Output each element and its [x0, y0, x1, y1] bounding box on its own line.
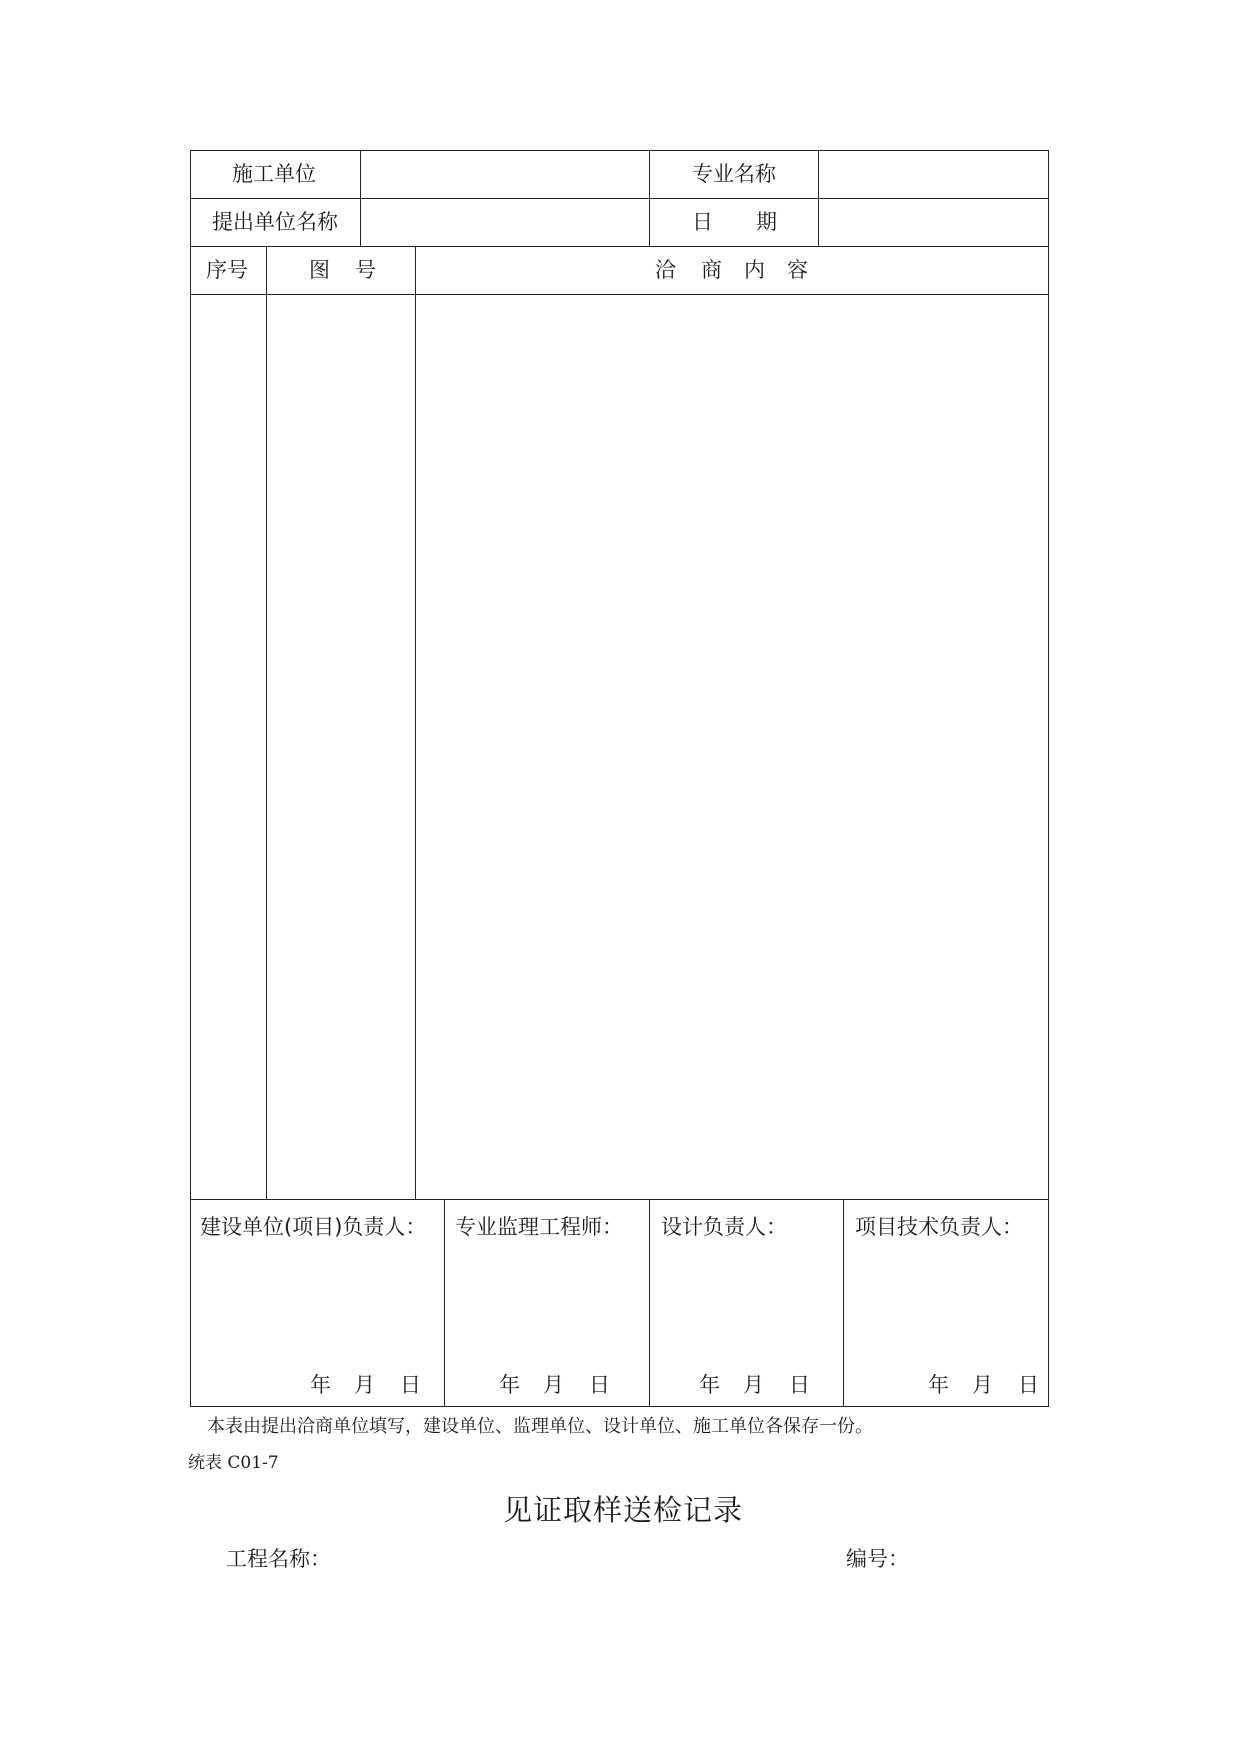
month-label: 月	[354, 1373, 375, 1397]
signature-area-tech-lead[interactable]	[845, 1246, 1047, 1366]
date-field[interactable]	[828, 209, 1040, 235]
day-label: 日	[1018, 1373, 1039, 1397]
proposing-unit-label: 提出单位名称	[212, 210, 338, 234]
specialty-name-label: 专业名称	[692, 162, 776, 186]
date-label-char-1: 日	[692, 210, 713, 234]
construction-unit-label: 施工单位	[232, 162, 316, 186]
column-header-seq: 序号	[206, 258, 248, 282]
signature-label-tech-lead: 项目技术负责人：	[855, 1215, 1023, 1239]
signature-date-tech-lead	[928, 1372, 1048, 1398]
row-divider-4	[190, 1199, 1049, 1200]
column-header-content-3: 内	[744, 258, 765, 282]
table-bottom-border	[190, 1406, 1049, 1407]
year-label: 年	[699, 1373, 720, 1397]
signature-label-supervisor: 专业监理工程师：	[455, 1215, 623, 1239]
column-header-content-2: 商	[701, 258, 722, 282]
month-label: 月	[972, 1373, 993, 1397]
column-header-drawing-1: 图	[309, 258, 330, 282]
seq-column-body[interactable]	[192, 296, 265, 1198]
year-label: 年	[310, 1373, 331, 1397]
specialty-name-field[interactable]	[828, 161, 1040, 187]
form-note: 本表由提出洽商单位填写，建设单位、监理单位、设计单位、施工单位各保存一份。	[207, 1416, 873, 1437]
table-top-border	[190, 150, 1049, 151]
day-label: 日	[589, 1373, 610, 1397]
form-code: 统表 C01-7	[188, 1453, 279, 1473]
header-divider-c	[818, 150, 819, 246]
column-header-drawing-2: 号	[355, 258, 376, 282]
signature-date-owner	[310, 1372, 440, 1398]
month-label: 月	[543, 1373, 564, 1397]
signature-area-supervisor[interactable]	[446, 1246, 648, 1366]
number-label: 编号：	[846, 1547, 909, 1571]
row-divider-2	[190, 246, 1049, 247]
drawing-no-column-body[interactable]	[268, 296, 414, 1198]
proposing-unit-field[interactable]	[372, 209, 642, 235]
signature-area-designer[interactable]	[651, 1246, 841, 1366]
signature-date-designer	[699, 1372, 829, 1398]
day-label: 日	[400, 1373, 421, 1397]
row-divider-1	[190, 198, 1049, 199]
date-label-char-2: 期	[756, 210, 777, 234]
column-header-content-1: 洽	[655, 258, 676, 282]
signature-label-designer: 设计负责人：	[661, 1215, 787, 1239]
year-label: 年	[928, 1373, 949, 1397]
column-header-content-4: 容	[787, 258, 808, 282]
project-name-label: 工程名称：	[226, 1547, 331, 1571]
signature-label-owner: 建设单位(项目)负责人：	[200, 1215, 427, 1239]
negotiation-content-body[interactable]	[417, 296, 1047, 1198]
table-right-border	[1048, 150, 1049, 1407]
next-form-title: 见证取样送检记录	[503, 1493, 744, 1527]
signature-area-owner[interactable]	[192, 1246, 442, 1366]
construction-unit-field[interactable]	[372, 161, 642, 187]
header-divider-a	[360, 150, 361, 246]
header-divider-b	[649, 150, 650, 246]
day-label: 日	[789, 1373, 810, 1397]
signature-date-supervisor	[499, 1372, 629, 1398]
month-label: 月	[743, 1373, 764, 1397]
year-label: 年	[499, 1373, 520, 1397]
